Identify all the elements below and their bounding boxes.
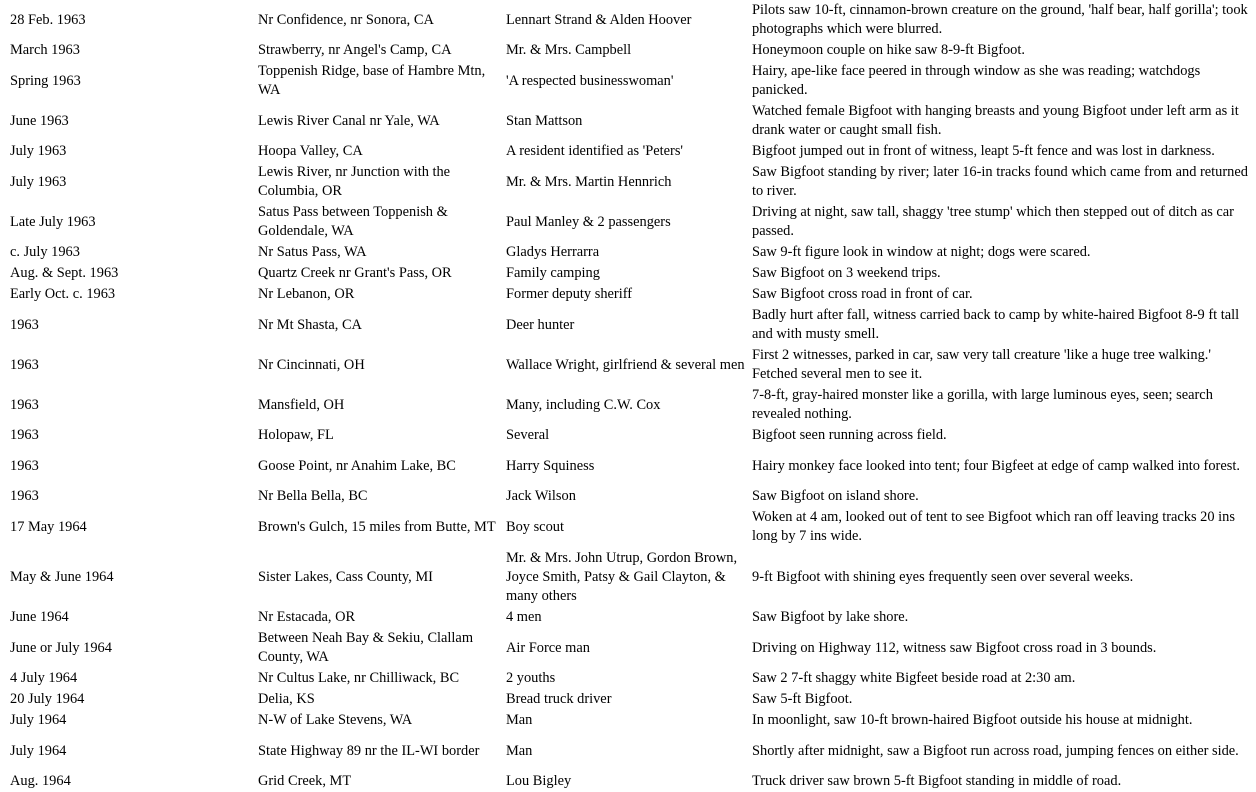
table-row [0,61,1256,101]
date-cell: 1963 [10,356,39,373]
witness-cell: Family camping [506,265,600,281]
location-cell: Nr Lebanon, OR [258,286,355,302]
date-cell: 1963 [10,427,39,443]
witness-cell: Air Force man [506,639,590,656]
location-cell: Nr Cincinnati, OH [258,356,365,373]
witness-cell: Lennart Strand & Alden Hoover [506,11,692,28]
description-cell: Saw 5-ft Bigfoot. [752,691,853,707]
witness-cell: 'A respected businesswoman' [506,72,674,89]
table-row [0,162,1256,202]
description-cell: Shortly after midnight, saw a Bigfoot run across road, jumping fences on either side. [752,742,1239,759]
table-row [0,305,1256,345]
date-cell: Spring 1963 [10,72,81,89]
table-row [0,425,1256,446]
table-row [0,242,1256,263]
description-cell: First 2 witnesses, parked in car, saw very tall creature 'like a huge tree walking.' Fetched several men to see it. [752,347,1211,382]
location-cell: Holopaw, FL [258,427,334,443]
location-cell: Satus Pass between Toppenish & Goldendale, WA [258,204,448,239]
location-cell: Nr Estacada, OR [258,609,356,625]
witness-cell: Former deputy sheriff [506,286,633,302]
location-cell: Grid Creek, MT [258,773,352,789]
table-row [0,446,1256,486]
table-row [0,385,1256,425]
table-row [0,547,1256,607]
description-cell: Honeymoon couple on hike saw 8-9-ft Bigfoot. [752,42,1025,58]
witness-cell: Lou Bigley [506,773,572,789]
date-cell: 1963 [10,396,39,413]
location-cell: Goose Point, nr Anahim Lake, BC [258,457,456,474]
location-cell: Sister Lakes, Cass County, MI [258,568,433,585]
location-cell: Nr Satus Pass, WA [258,244,367,260]
description-cell: Saw 2 7-ft shaggy white Bigfeet beside road at 2:30 am. [752,670,1076,686]
table-row [0,689,1256,710]
description-cell: Saw Bigfoot on 3 weekend trips. [752,265,941,281]
date-cell: 17 May 1964 [10,518,87,535]
location-cell: Hoopa Valley, CA [258,143,363,159]
description-cell: 7-8-ft, gray-haired monster like a gorilla, with large luminous eyes, seen; search revealed nothing. [752,387,1213,422]
table-row [0,101,1256,141]
date-cell: July 1963 [10,173,67,190]
witness-cell: Deer hunter [506,316,575,333]
description-cell: Badly hurt after fall, witness carried back to camp by white-haired Bigfoot 8-9 ft tall and with musty smell. [752,307,1240,342]
witness-cell: Wallace Wright, girlfriend & several men [506,356,745,373]
table-row [0,668,1256,689]
witness-cell: Harry Squiness [506,457,595,474]
date-cell: June 1963 [10,112,69,129]
table-row [0,202,1256,242]
description-cell: Bigfoot jumped out in front of witness, leapt 5-ft fence and was lost in darkness. [752,143,1215,159]
date-cell: 1963 [10,457,39,474]
description-cell: Saw 9-ft figure look in window at night; dogs were scared. [752,244,1091,260]
witness-cell: Many, including C.W. Cox [506,396,661,413]
table-row [0,710,1256,731]
date-cell: 20 July 1964 [10,691,85,707]
description-cell: Woken at 4 am, looked out of tent to see Bigfoot which ran off leaving tracks 20 ins long by 7 ins wide. [752,509,1235,544]
location-cell: Nr Confidence, nr Sonora, CA [258,11,434,28]
witness-cell: Boy scout [506,518,564,535]
date-cell: 4 July 1964 [10,670,78,686]
location-cell: Nr Mt Shasta, CA [258,316,362,333]
witness-cell: Man [506,742,533,759]
witness-cell: Stan Mattson [506,112,583,129]
date-cell: Aug. 1964 [10,773,71,789]
witness-cell: Gladys Herrarra [506,244,600,260]
date-cell: Aug. & Sept. 1963 [10,265,119,281]
witness-cell: Man [506,712,533,728]
location-cell: Nr Bella Bella, BC [258,488,368,504]
date-cell: Early Oct. c. 1963 [10,286,116,302]
table-row [0,40,1256,61]
date-cell: July 1964 [10,742,67,759]
location-cell: State Highway 89 nr the IL-WI border [258,742,480,759]
description-cell: Pilots saw 10-ft, cinnamon-brown creature on the ground, 'half bear, half gorilla'; took photographs which were blurred. [752,2,1248,37]
description-cell: In moonlight, saw 10-ft brown-haired Bigfoot outside his house at midnight. [752,712,1193,728]
witness-cell: Paul Manley & 2 passengers [506,213,671,230]
witness-cell: 4 men [506,609,542,625]
date-cell: 1963 [10,316,39,333]
description-cell: Driving at night, saw tall, shaggy 'tree stump' which then stepped out of ditch as car passed. [752,204,1234,239]
witness-cell: Mr. & Mrs. Martin Hennrich [506,173,672,190]
description-cell: Saw Bigfoot cross road in front of car. [752,286,973,302]
description-cell: Watched female Bigfoot with hanging breasts and young Bigfoot under left arm as it drank water or caught small fish. [752,103,1239,138]
date-cell: March 1963 [10,42,80,58]
description-cell: Hairy monkey face looked into tent; four Bigfeet at edge of camp walked into forest. [752,457,1240,474]
description-cell: 9-ft Bigfoot with shining eyes frequently seen over several weeks. [752,568,1134,585]
witness-cell: Jack Wilson [506,488,576,504]
date-cell: Late July 1963 [10,213,96,230]
description-cell: Saw Bigfoot on island shore. [752,488,919,504]
location-cell: Toppenish Ridge, base of Hambre Mtn, WA [258,63,486,98]
witness-cell: A resident identified as 'Peters' [506,143,684,159]
witness-cell: 2 youths [506,670,556,686]
location-cell: Between Neah Bay & Sekiu, Clallam County, WA [258,630,474,665]
location-cell: Lewis River Canal nr Yale, WA [258,112,440,129]
table-row [0,345,1256,385]
table-row [0,731,1256,771]
location-cell: Strawberry, nr Angel's Camp, CA [258,42,452,58]
location-cell: Nr Cultus Lake, nr Chilliwack, BC [258,670,460,686]
description-cell: Hairy, ape-like face peered in through window as she was reading; watchdogs panicked. [752,63,1201,98]
witness-cell: Several [506,427,550,443]
description-cell: Truck driver saw brown 5-ft Bigfoot standing in middle of road. [752,773,1122,789]
date-cell: July 1963 [10,143,67,159]
witness-cell: Mr. & Mrs. Campbell [506,42,632,58]
witness-cell: Mr. & Mrs. John Utrup, Gordon Brown, Joyce Smith, Patsy & Gail Clayton, & many others [506,549,738,604]
date-cell: July 1964 [10,712,67,728]
table-row [0,507,1256,547]
table-row [0,141,1256,162]
description-cell: Saw Bigfoot standing by river; later 16-in tracks found which came from and returned to river. [752,164,1248,199]
table-row [0,263,1256,284]
location-cell: Brown's Gulch, 15 miles from Butte, MT [258,518,496,535]
table-row [0,0,1256,40]
witness-cell: Bread truck driver [506,691,612,707]
date-cell: 1963 [10,488,39,504]
table-row [0,486,1256,507]
date-cell: c. July 1963 [10,244,80,260]
location-cell: N-W of Lake Stevens, WA [258,712,413,728]
date-cell: 28 Feb. 1963 [10,11,86,28]
location-cell: Delia, KS [258,691,315,707]
table-row [0,628,1256,668]
date-cell: June or July 1964 [10,639,112,656]
date-cell: May & June 1964 [10,568,114,585]
description-cell: Saw Bigfoot by lake shore. [752,609,909,625]
table-row [0,284,1256,305]
description-cell: Bigfoot seen running across field. [752,427,947,443]
table-row [0,607,1256,628]
location-cell: Mansfield, OH [258,396,345,413]
date-cell: June 1964 [10,609,69,625]
description-cell: Driving on Highway 112, witness saw Bigfoot cross road in 3 bounds. [752,639,1157,656]
location-cell: Lewis River, nr Junction with the Columbia, OR [258,164,451,199]
table-row [0,771,1256,792]
location-cell: Quartz Creek nr Grant's Pass, OR [258,265,452,281]
